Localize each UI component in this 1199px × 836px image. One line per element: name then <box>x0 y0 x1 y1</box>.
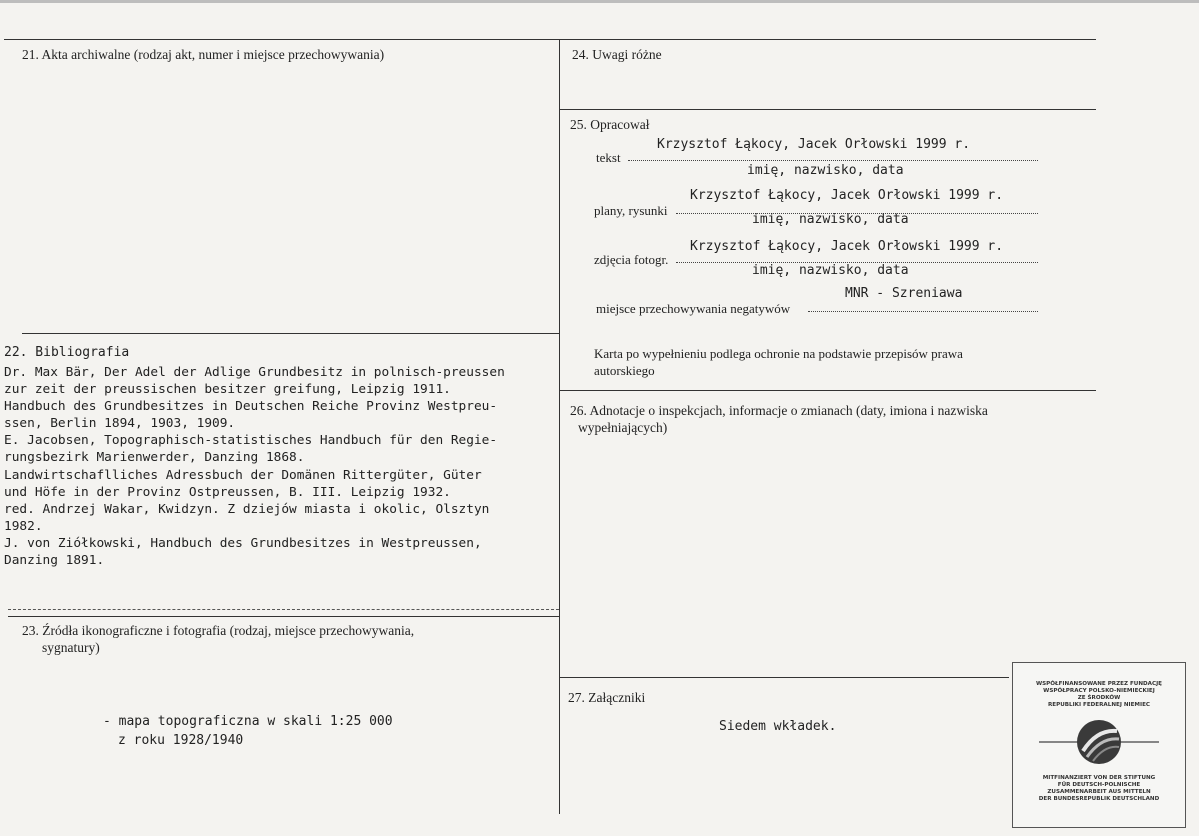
negatywy-dotted-line <box>808 311 1038 312</box>
zdjecia-value: Krzysztof Łąkocy, Jacek Orłowski 1999 r. <box>690 239 1004 254</box>
plany-label: plany, rysunki <box>594 203 668 218</box>
tekst-value: Krzysztof Łąkocy, Jacek Orłowski 1999 r. <box>657 137 971 152</box>
bibliography-line: zur zeit der preussischen besitzer greifung, Leipzig 1911. <box>4 382 451 398</box>
divider-24-25 <box>559 109 1096 110</box>
center-divider <box>559 39 560 814</box>
scan-top-edge <box>0 0 1199 3</box>
bibliography-line: Danzing 1891. <box>4 553 105 569</box>
section-25-title: 25. Opracował <box>570 117 650 132</box>
copyright-note-line-2: autorskiego <box>594 363 655 378</box>
tekst-dotted-line <box>628 160 1038 161</box>
section-24-title: 24. Uwagi różne <box>572 47 662 62</box>
zdjecia-caption: imię, nazwisko, data <box>752 263 909 278</box>
section-23-title-cont: sygnatury) <box>42 640 100 655</box>
tekst-caption: imię, nazwisko, data <box>747 163 904 178</box>
divider-22-23-solid <box>8 616 559 617</box>
divider-25-26 <box>559 390 1096 391</box>
bibliography-line: J. von Ziółkowski, Handbuch des Grundbesitzes in Westpreussen, <box>4 535 482 551</box>
stamp-de-line-2: FÜR DEUTSCH-POLNISCHE <box>1057 782 1141 788</box>
bibliography-line: Dr. Max Bär, Der Adel der Adlige Grundbesitz in polnisch-preussen <box>4 365 505 380</box>
bibliography-line: und Höfe in der Provinz Ostpreussen, B. III. Leipzig 1932. <box>4 484 451 500</box>
bibliography-line: 1982. <box>4 518 43 534</box>
negatywy-value: MNR - Szreniawa <box>845 286 963 301</box>
foundation-stamp <box>1012 662 1186 828</box>
bibliography-line: red. Andrzej Wakar, Kwidzyn. Z dziejów miasta i okolic, Olsztyn <box>4 501 490 517</box>
section-23-title: 23. Źródła ikonograficzne i fotografia (rodzaj, miejsce przechowywania, <box>22 623 415 638</box>
foundation-logo-icon <box>1039 717 1159 767</box>
negatywy-label: miejsce przechowywania negatywów <box>596 301 791 316</box>
bibliography-line: ssen, Berlin 1894, 1903, 1909. <box>4 416 236 432</box>
divider-26-27 <box>559 677 1009 678</box>
iconography-line-1: - mapa topograficzna w skali 1:25 000 <box>103 714 393 729</box>
section-22-title: 22. Bibliografia <box>4 345 130 360</box>
stamp-de-line-3: ZUSAMMENARBEIT AUS MITTELN <box>1047 789 1151 795</box>
section-27-title: 27. Załączniki <box>568 690 646 705</box>
plany-caption: imię, nazwisko, data <box>752 212 909 227</box>
stamp-pl-line-4: REPUBLIKI FEDERALNEJ NIEMIEC <box>1047 702 1151 708</box>
zdjecia-label: zdjęcia fotogr. <box>594 252 669 267</box>
stamp-pl-line-1: WSPÓŁFINANSOWANE PRZEZ FUNDACJĘ <box>1035 681 1163 687</box>
copyright-note-line-1: Karta po wypełnieniu podlega ochronie na podstawie przepisów prawa <box>594 346 963 361</box>
stamp-de-line-1: MITFINANZIERT VON DER STIFTUNG <box>1042 775 1156 781</box>
section-26-title-cont: wypełniających) <box>578 420 668 435</box>
divider-21-22 <box>22 333 559 334</box>
bibliography-line: rungsbezirk Marienwerder, Danzing 1868. <box>4 450 305 466</box>
stamp-de-line-4: DER BUNDESREPUBLIK DEUTSCHLAND <box>1038 796 1160 802</box>
iconography-line-2: z roku 1928/1940 <box>118 733 244 748</box>
top-border <box>4 39 1096 40</box>
stamp-pl-line-3: ZE ŚRODKÓW <box>1077 695 1121 701</box>
tekst-label: tekst <box>596 150 621 165</box>
bibliography-line: Handbuch des Grundbesitzes in Deutschen Reiche Provinz Westpreu- <box>4 399 498 415</box>
bibliography-line: Landwirtschaflliches Adressbuch der Domänen Rittergüter, Güter <box>4 467 482 483</box>
section-21-title: 21. Akta archiwalne (rodzaj akt, numer i miejsce przechowywania) <box>22 47 385 62</box>
plany-value: Krzysztof Łąkocy, Jacek Orłowski 1999 r. <box>690 188 1004 203</box>
bibliography-line: E. Jacobsen, Topographisch-statistisches Handbuch für den Regie- <box>4 433 498 449</box>
bibliography-list <box>4 364 505 569</box>
attachments-value: Siedem wkładek. <box>719 719 837 734</box>
section-26-title: 26. Adnotacje o inspekcjach, informacje o zmianach (daty, imiona i nazwiska <box>570 403 988 418</box>
divider-22-23 <box>8 609 559 610</box>
stamp-pl-line-2: WSPÓŁPRACY POLSKO-NIEMIECKIEJ <box>1043 688 1155 694</box>
